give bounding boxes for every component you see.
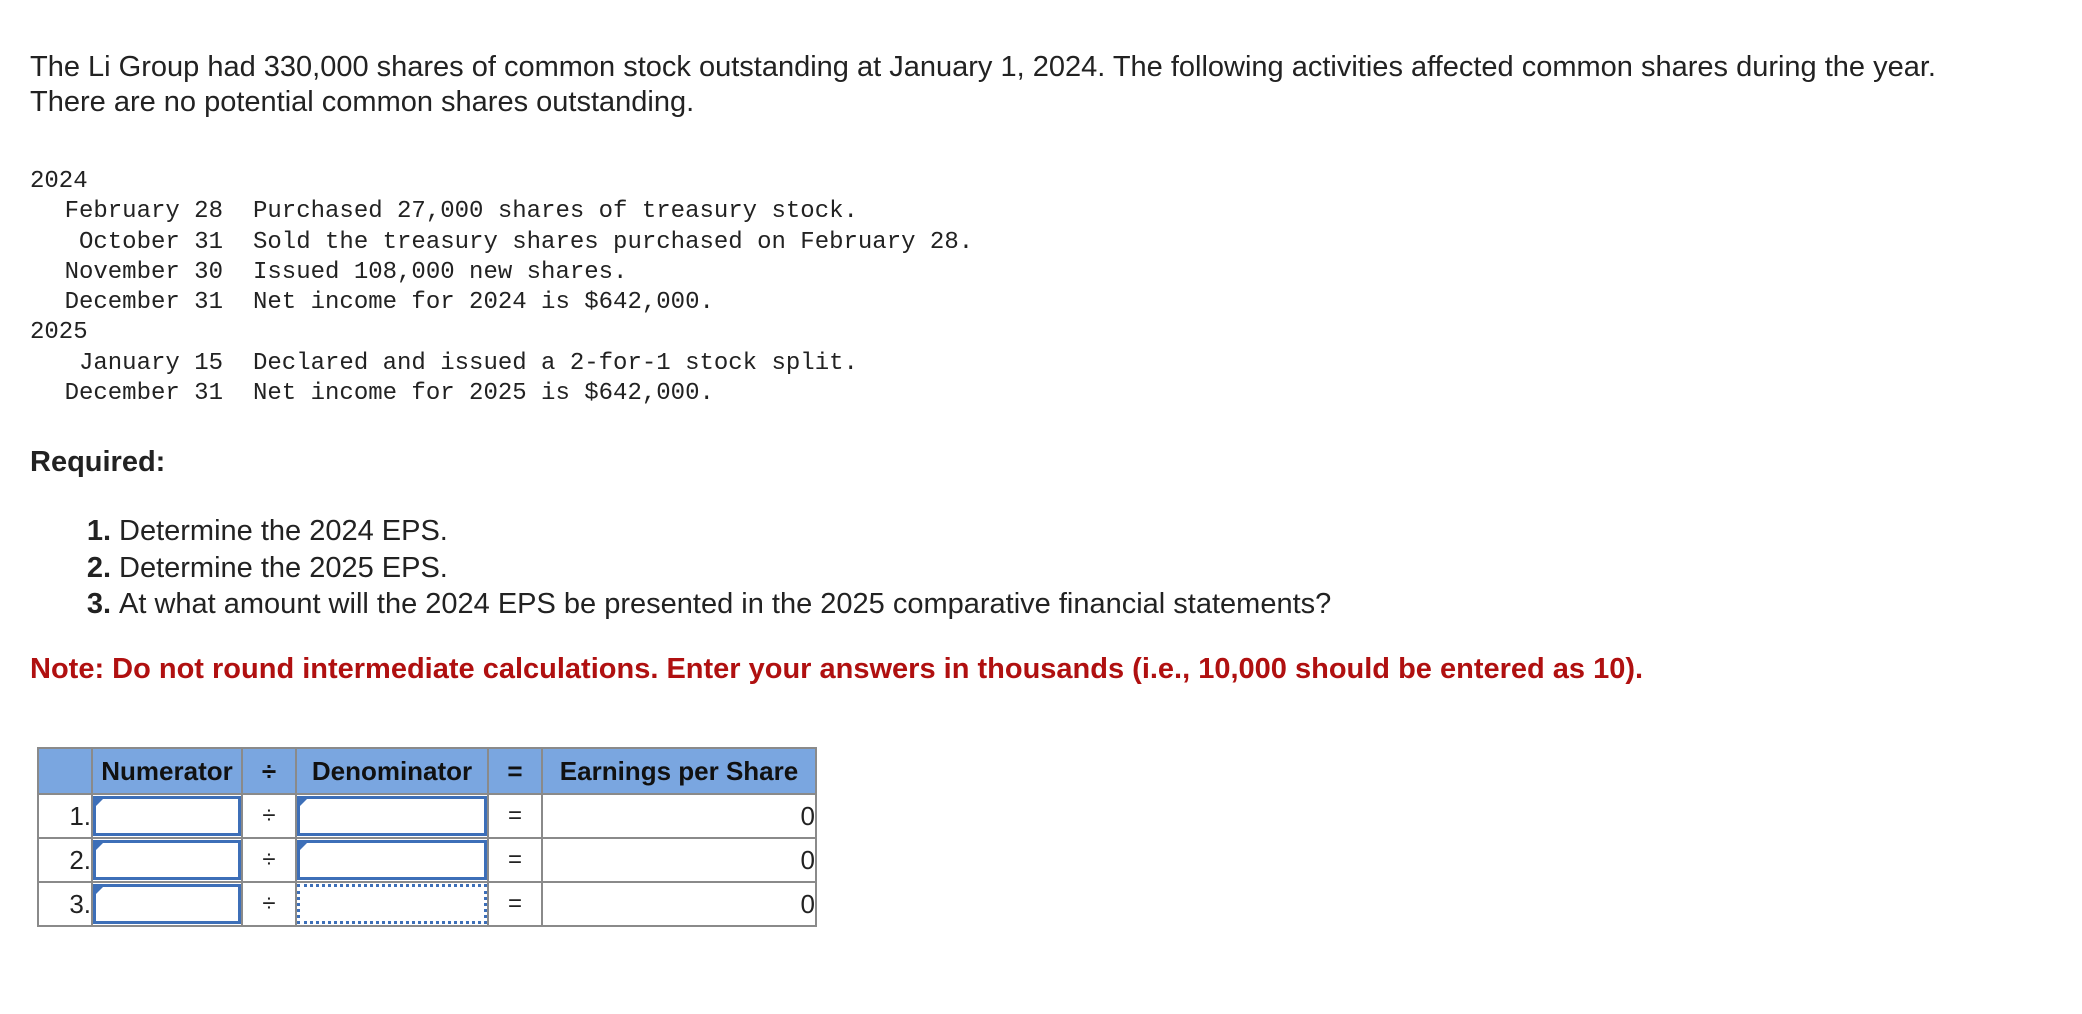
flag-icon: [94, 840, 106, 852]
table-header-row: [38, 748, 816, 794]
year-row: [30, 318, 973, 348]
denominator-input-3[interactable]: [297, 884, 487, 924]
event-description: Purchased 27,000 shares of treasury stock.: [253, 198, 858, 226]
flag-icon: [94, 884, 106, 896]
header-equals: =: [488, 748, 542, 794]
event-date: December 31: [64, 380, 223, 408]
event-date: December 31: [64, 289, 223, 317]
eps-value: 0: [542, 794, 816, 838]
required-item: [75, 586, 1331, 623]
header-numerator: Numerator: [92, 748, 242, 794]
event-row: [30, 228, 973, 258]
equals-sign: =: [488, 794, 542, 838]
event-date: January 15: [78, 349, 223, 377]
event-date: October 31: [78, 228, 223, 256]
header-denominator: Denominator: [296, 748, 488, 794]
required-item-text: At what amount will the 2024 EPS be presented in the 2025 comparative financial statements?: [119, 588, 1332, 620]
table-row: [38, 838, 816, 882]
header-eps: Earnings per Share: [542, 748, 816, 794]
required-item-text: Determine the 2025 EPS.: [119, 551, 448, 584]
event-date: November 30: [64, 258, 223, 286]
eps-answer-table: [37, 747, 817, 927]
required-item-number: 1.: [86, 515, 111, 547]
flag-icon: [298, 840, 310, 852]
divide-sign: ÷: [242, 882, 296, 926]
event-row: [30, 258, 973, 288]
required-item: [75, 513, 1331, 550]
eps-value: 0: [542, 882, 816, 926]
event-row: [30, 288, 973, 318]
required-heading: Required:: [30, 446, 166, 478]
denominator-input-1[interactable]: [297, 796, 487, 836]
required-list: [75, 513, 1331, 623]
required-item-number: 2.: [86, 551, 111, 584]
row-label: 2.: [38, 838, 92, 882]
table-row: [38, 882, 816, 926]
event-row: [30, 197, 973, 227]
numerator-input-3[interactable]: [93, 884, 241, 924]
equals-sign: =: [488, 838, 542, 882]
event-row: [30, 349, 973, 379]
numerator-input-2[interactable]: [93, 840, 241, 880]
denominator-input-2[interactable]: [297, 840, 487, 880]
row-label: 3.: [38, 882, 92, 926]
divide-sign: ÷: [242, 838, 296, 882]
event-date: February 28: [64, 198, 223, 226]
event-row: [30, 379, 973, 409]
required-item: [75, 550, 1331, 587]
denominator-cell: [296, 882, 488, 926]
header-index: [38, 748, 92, 794]
equals-sign: =: [488, 882, 542, 926]
flag-icon: [298, 796, 310, 808]
required-item-number: 3.: [86, 588, 111, 620]
event-description: Declared and issued a 2-for-1 stock split.: [253, 349, 858, 377]
year-row: [30, 167, 973, 197]
numerator-cell: [92, 794, 242, 838]
year-label: 2024: [30, 168, 88, 195]
required-item-text: Determine the 2024 EPS.: [119, 515, 448, 547]
instruction-note: Note: Do not round intermediate calculations. Enter your answers in thousands (i.e., 10,000 should be entered as 10).: [30, 653, 1644, 685]
denominator-cell: [296, 838, 488, 882]
event-description: Issued 108,000 new shares.: [253, 258, 628, 286]
event-description: Net income for 2025 is $642,000.: [253, 380, 714, 408]
divide-sign: ÷: [242, 794, 296, 838]
table-row: [38, 794, 816, 838]
year-label: 2025: [30, 319, 88, 347]
event-description: Sold the treasury shares purchased on February 28.: [253, 228, 974, 256]
numerator-input-1[interactable]: [93, 796, 241, 836]
header-divide: ÷: [242, 748, 296, 794]
numerator-cell: [92, 882, 242, 926]
flag-icon: [94, 796, 106, 808]
events-timeline: [30, 167, 973, 409]
eps-value: 0: [542, 838, 816, 882]
row-label: 1.: [38, 794, 92, 838]
denominator-cell: [296, 794, 488, 838]
numerator-cell: [92, 838, 242, 882]
problem-intro: The Li Group had 330,000 shares of common stock outstanding at January 1, 2024. The following activities affected common shares during the year. There are no potential common shares outstanding.: [30, 51, 1936, 118]
event-description: Net income for 2024 is $642,000.: [253, 289, 714, 317]
